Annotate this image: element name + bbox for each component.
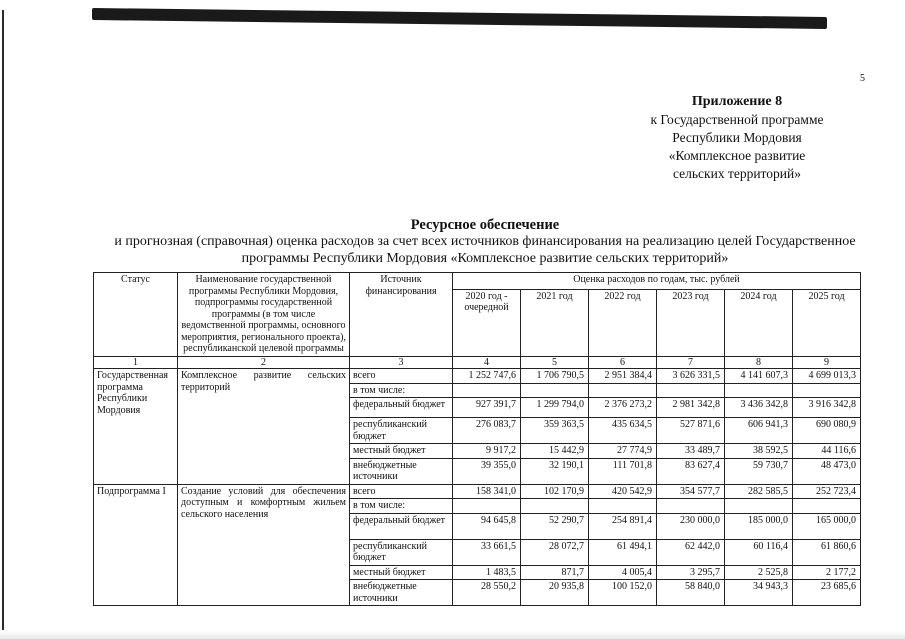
appendix-block: [627, 93, 847, 183]
index-row: [94, 356, 861, 369]
value-cell: [453, 499, 521, 514]
source-cell: местный бюджет: [350, 444, 453, 459]
value-cell: 3 436 342,8: [725, 398, 793, 418]
program-name-cell: Создание условий для обеспечения доступным и комфортным жильем сельского населения: [178, 484, 350, 606]
value-cell: 252 723,4: [793, 484, 861, 499]
appendix-line: «Комплексное развитие: [668, 148, 806, 163]
value-cell: 420 542,9: [589, 484, 657, 499]
page-number: 5: [860, 73, 865, 84]
scan-shadow-top: [92, 8, 827, 29]
header-name: Наименование государственной программы Республики Мордовия, подпрограммы государственной программы (в том числе ведомственной программы, основного мероприятия, регионального проекта), республиканской целевой программы: [178, 273, 350, 357]
value-cell: [657, 383, 725, 398]
value-cell: 276 083,7: [453, 418, 521, 444]
header-estimate: Оценка расходов по годам, тыс. рублей: [453, 273, 861, 290]
value-cell: 359 363,5: [521, 418, 589, 444]
value-cell: 20 935,8: [521, 580, 589, 606]
index-cell: 1: [94, 356, 178, 369]
appendix-title: Приложение 8: [691, 94, 783, 109]
header-year: 2024 год: [725, 289, 793, 356]
source-cell: местный бюджет: [350, 565, 453, 580]
scan-edge-left: [2, 10, 4, 630]
value-cell: 61 494,1: [589, 539, 657, 565]
appendix-line: сельских территорий»: [673, 166, 801, 181]
value-cell: 1 299 794,0: [521, 398, 589, 418]
value-cell: 52 290,7: [521, 513, 589, 539]
value-cell: 100 152,0: [589, 580, 657, 606]
value-cell: 1 706 790,5: [521, 369, 589, 384]
value-cell: [793, 499, 861, 514]
value-cell: 28 550,2: [453, 580, 521, 606]
value-cell: 4 141 607,3: [725, 369, 793, 384]
value-cell: 38 592,5: [725, 444, 793, 459]
value-cell: 3 626 331,5: [657, 369, 725, 384]
source-cell: всего: [350, 369, 453, 384]
index-cell: 3: [350, 356, 453, 369]
source-cell: федеральный бюджет: [350, 398, 453, 418]
value-cell: 4 699 013,3: [793, 369, 861, 384]
value-cell: [521, 383, 589, 398]
heading-subtitle: и прогнозная (справочная) оценка расходов за счет всех источников финансирования на реализацию целей Государственное программы Республики Мордовия «Комплексное развитие сельских территорий»: [114, 234, 856, 266]
index-cell: 9: [793, 356, 861, 369]
value-cell: 33 661,5: [453, 539, 521, 565]
value-cell: 185 000,0: [725, 513, 793, 539]
heading-title: Ресурсное обеспечение: [410, 217, 560, 233]
value-cell: [725, 499, 793, 514]
value-cell: 9 917,2: [453, 444, 521, 459]
value-cell: 1 483,5: [453, 565, 521, 580]
document-heading: [100, 217, 870, 267]
header-year: 2021 год: [521, 289, 589, 356]
value-cell: 435 634,5: [589, 418, 657, 444]
value-cell: 59 730,7: [725, 458, 793, 484]
source-cell: федеральный бюджет: [350, 513, 453, 539]
scan-edge-bottom: [0, 630, 905, 639]
value-cell: 39 355,0: [453, 458, 521, 484]
header-year: 2022 год: [589, 289, 657, 356]
appendix-line: к Государственной программе: [650, 112, 824, 127]
value-cell: 2 177,2: [793, 565, 861, 580]
value-cell: 34 943,3: [725, 580, 793, 606]
value-cell: 27 774,9: [589, 444, 657, 459]
value-cell: 62 442,0: [657, 539, 725, 565]
value-cell: 690 080,9: [793, 418, 861, 444]
source-cell: всего: [350, 484, 453, 499]
source-cell: республиканский бюджет: [350, 418, 453, 444]
value-cell: 58 840,0: [657, 580, 725, 606]
table-row: [94, 369, 861, 384]
value-cell: 2 951 384,4: [589, 369, 657, 384]
value-cell: 44 116,6: [793, 444, 861, 459]
value-cell: 33 489,7: [657, 444, 725, 459]
value-cell: 23 685,6: [793, 580, 861, 606]
value-cell: 527 871,6: [657, 418, 725, 444]
status-cell: Подпрограмма I: [94, 484, 178, 606]
value-cell: [521, 499, 589, 514]
index-cell: 7: [657, 356, 725, 369]
value-cell: 606 941,3: [725, 418, 793, 444]
header-year: 2025 год: [793, 289, 861, 356]
value-cell: 2 376 273,2: [589, 398, 657, 418]
value-cell: 2 525,8: [725, 565, 793, 580]
value-cell: [725, 383, 793, 398]
value-cell: 48 473,0: [793, 458, 861, 484]
value-cell: 871,7: [521, 565, 589, 580]
source-cell: внебюджетные источники: [350, 458, 453, 484]
source-cell: республиканский бюджет: [350, 539, 453, 565]
value-cell: 32 190,1: [521, 458, 589, 484]
value-cell: 1 252 747,6: [453, 369, 521, 384]
table-row: [94, 484, 861, 499]
index-cell: 2: [178, 356, 350, 369]
value-cell: 282 585,5: [725, 484, 793, 499]
value-cell: [589, 499, 657, 514]
resource-table: [93, 272, 861, 606]
index-cell: 4: [453, 356, 521, 369]
header-status: Статус: [94, 273, 178, 357]
value-cell: 4 005,4: [589, 565, 657, 580]
status-cell: Государственная программа Республики Мордовия: [94, 369, 178, 485]
value-cell: 254 891,4: [589, 513, 657, 539]
value-cell: 111 701,8: [589, 458, 657, 484]
value-cell: 83 627,4: [657, 458, 725, 484]
value-cell: 158 341,0: [453, 484, 521, 499]
index-cell: 8: [725, 356, 793, 369]
program-name-cell: Комплексное развитие сельских территорий: [178, 369, 350, 485]
header-year: 2020 год - очередной: [453, 289, 521, 356]
value-cell: 165 000,0: [793, 513, 861, 539]
value-cell: [793, 383, 861, 398]
header-year: 2023 год: [657, 289, 725, 356]
value-cell: 15 442,9: [521, 444, 589, 459]
value-cell: [657, 499, 725, 514]
value-cell: [589, 383, 657, 398]
source-cell: в том числе:: [350, 499, 453, 514]
source-cell: внебюджетные источники: [350, 580, 453, 606]
index-cell: 6: [589, 356, 657, 369]
value-cell: 94 645,8: [453, 513, 521, 539]
value-cell: 354 577,7: [657, 484, 725, 499]
value-cell: 2 981 342,8: [657, 398, 725, 418]
appendix-line: Республики Мордовия: [672, 130, 802, 145]
value-cell: 102 170,9: [521, 484, 589, 499]
value-cell: [453, 383, 521, 398]
value-cell: 927 391,7: [453, 398, 521, 418]
value-cell: 28 072,7: [521, 539, 589, 565]
source-cell: в том числе:: [350, 383, 453, 398]
index-cell: 5: [521, 356, 589, 369]
value-cell: 60 116,4: [725, 539, 793, 565]
value-cell: 230 000,0: [657, 513, 725, 539]
header-source: Источник финансирования: [350, 273, 453, 357]
value-cell: 3 916 342,8: [793, 398, 861, 418]
value-cell: 61 860,6: [793, 539, 861, 565]
value-cell: 3 295,7: [657, 565, 725, 580]
